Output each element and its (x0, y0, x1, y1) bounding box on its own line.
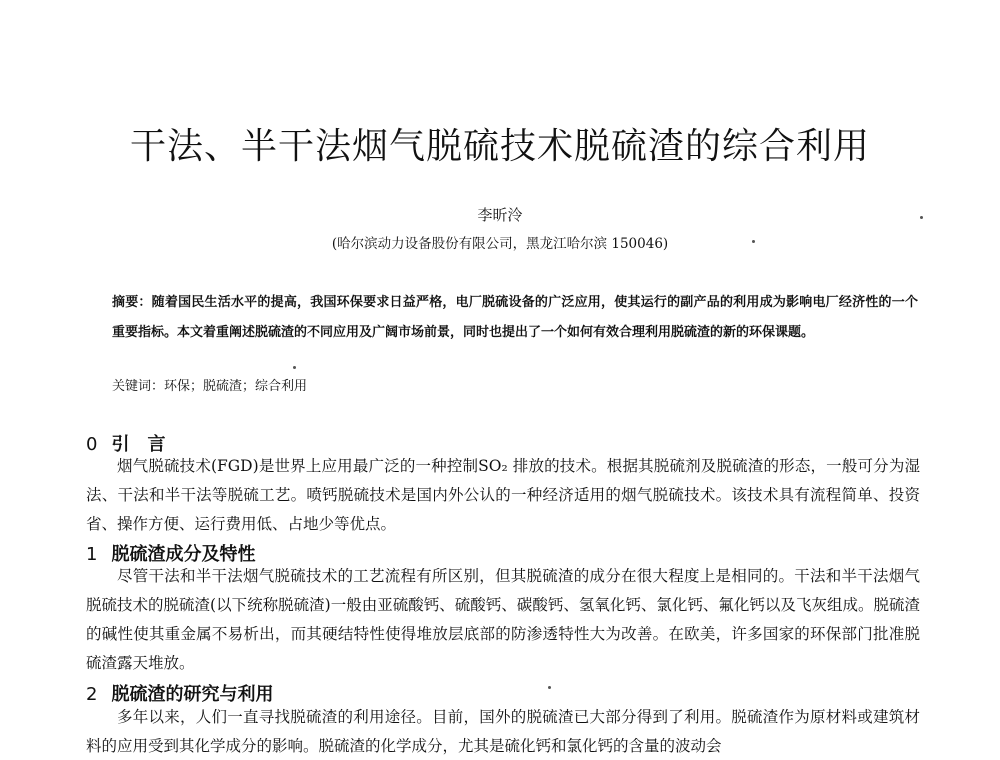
keywords-text: 环保；脱硫渣；综合利用 (164, 379, 308, 394)
section-title: 脱硫渣的研究与利用 (111, 684, 274, 705)
abstract (112, 288, 918, 348)
abstract-label: 摘要： (112, 295, 152, 310)
section-title: 脱硫渣成分及特性 (111, 544, 256, 565)
section-number: 0 (86, 434, 98, 455)
scan-speck (548, 686, 551, 689)
author-name: 李昕泠 (477, 206, 523, 224)
scan-speck (752, 240, 755, 243)
abstract-text: 随着国民生活水平的提高，我国环保要求日益严格，电厂脱硫设备的广泛应用，使其运行的副产品的利用成为影响电厂经济性的一个重要指标。本文着重阐述脱硫渣的不同应用及广阔市场前景，同时也提出了一个如何有效合理利用脱硫渣的新的环保课题。 (112, 295, 918, 340)
paper-title: 干法、半干法烟气脱硫技术脱硫渣的综合利用 (129, 126, 870, 167)
author-affiliation: (哈尔滨动力设备股份有限公司，黑龙江哈尔滨 150046) (331, 236, 669, 252)
keywords-label: 关键词： (112, 379, 165, 394)
scan-speck (920, 216, 923, 219)
scan-speck (293, 366, 296, 369)
keywords (112, 375, 918, 394)
section-number: 2 (86, 684, 98, 705)
section-body-0: 烟气脱硫技术(FGD)是世界上应用最广泛的一种控制SO₂ 排放的技术。根据其脱硫剂及脱硫渣的形态，一般可分为湿法、干法和半干法等脱硫工艺。喷钙脱硫技术是国内外公认的一种经济适用的烟气脱硫技术。该技术具有流程简单、投资省、操作方便、运行费用低、占地少等优点。 (86, 457, 920, 533)
section-number: 1 (86, 544, 98, 565)
section-body-1: 尽管干法和半干法烟气脱硫技术的工艺流程有所区别，但其脱硫渣的成分在很大程度上是相同的。干法和半干法烟气脱硫技术的脱硫渣(以下统称脱硫渣)一般由亚硫酸钙、硫酸钙、碳酸钙、氢氧化钙、氯化钙、氟化钙以及飞灰组成。脱硫渣的碱性使其重金属不易析出，而其硬结特性使得堆放层底部的防渗透特性大为改善。在欧美，许多国家的环保部门批准脱硫渣露天堆放。 (86, 567, 920, 672)
section-body-2: 多年以来，人们一直寻找脱硫渣的利用途径。目前，国外的脱硫渣已大部分得到了利用。脱硫渣作为原材料或建筑材料的应用受到其化学成分的影响。脱硫渣的化学成分，尤其是硫化钙和氯化钙的含量的波动会 (86, 708, 920, 755)
section-title: 引 言 (111, 434, 166, 455)
